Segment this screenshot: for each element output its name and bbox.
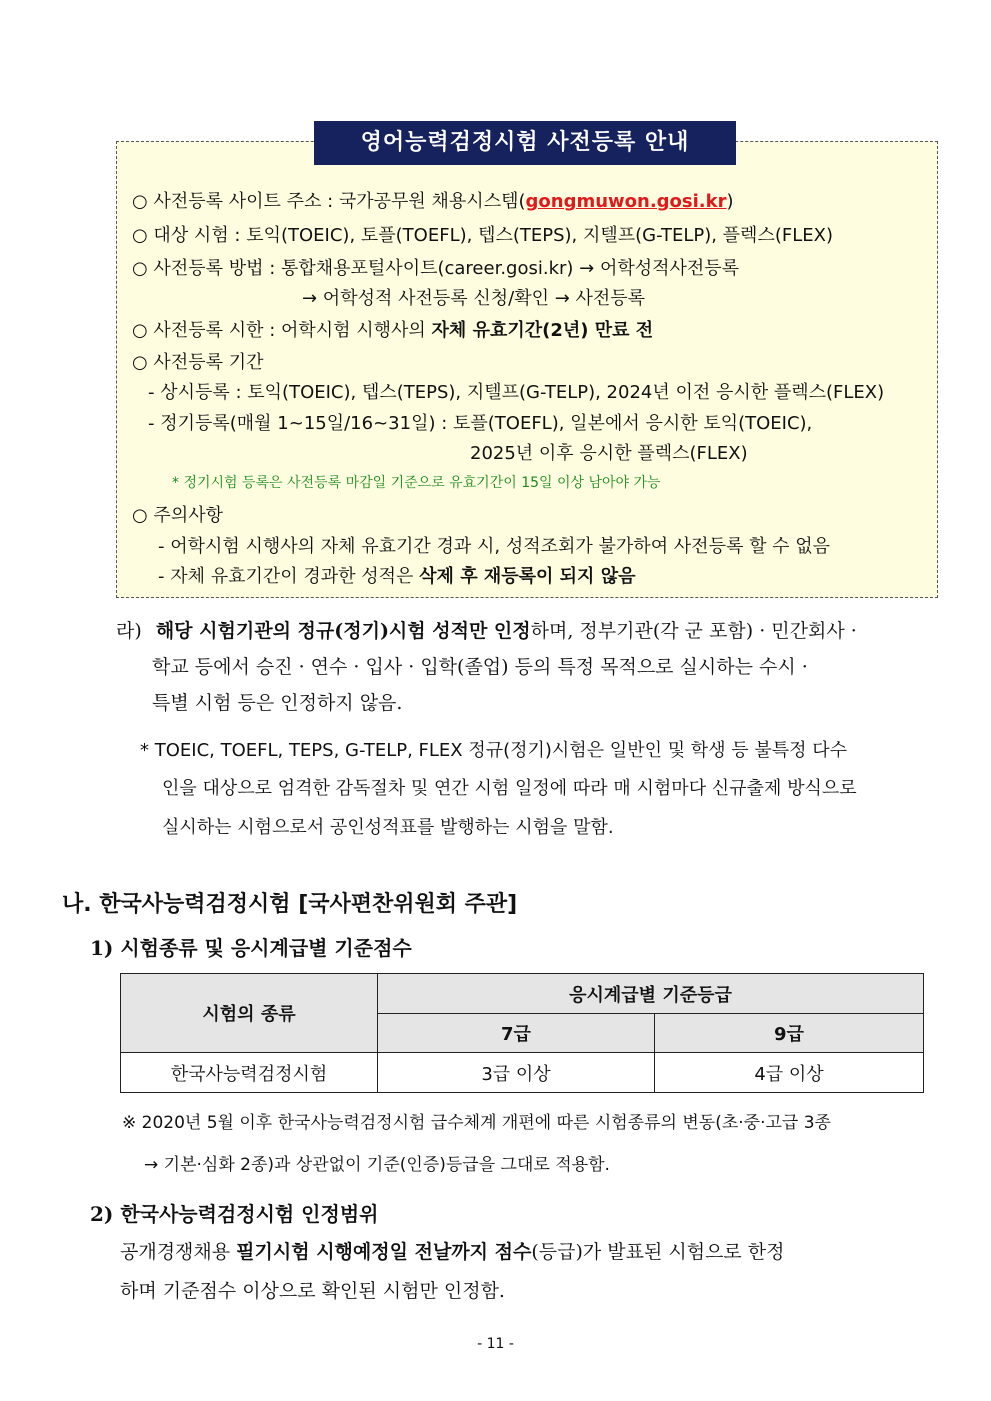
para-ra-line3: 특별 시험 등은 인정하지 않음. — [152, 692, 403, 714]
deadline-bold: 자체 유효기간(2년) 만료 전 — [431, 320, 654, 341]
caution-2-prefix: - 자체 유효기간이 경과한 성적은 — [158, 566, 420, 587]
para-ra-line2: 학교 등에서 승진 · 연수 · 입사 · 입학(졸업) 등의 특정 목적으로 실시하는 수시 · — [152, 656, 808, 678]
footnote-line2: 인을 대상으로 엄격한 감독절차 및 연간 시험 일정에 따라 매 시험마다 신규출제 방식으로 — [162, 778, 857, 799]
page-number: - 11 - — [477, 1336, 514, 1352]
row-exam-cell: 한국사능력검정시험 — [121, 1053, 378, 1093]
para-ra-marker: 라) — [116, 620, 142, 642]
period-fixed-1: - 정기등록(매월 1~15일/16~31일) : 토플(TOEFL), 일본에서 응시한 토익(TOEIC), — [148, 413, 813, 434]
site-url-link[interactable]: gongmuwon.gosi.kr — [525, 191, 727, 212]
method-line-1: ○ 사전등록 방법 : 통합채용포털사이트(career.gosi.kr) → 어학성적사전등록 — [132, 258, 740, 279]
row-9-cell: 4급 이상 — [655, 1053, 924, 1093]
col-7-header: 7급 — [378, 1014, 655, 1053]
row-7-cell: 3급 이상 — [378, 1053, 655, 1093]
para-ra-rest: 하며, 정부기관(각 군 포함) · 민간회사 · — [530, 620, 857, 642]
table-note-line2: → 기본·심화 2종)과 상관없이 기준(인증)등급을 그대로 적용함. — [144, 1155, 610, 1175]
site-line — [132, 187, 734, 213]
subheading-2: 2) 한국사능력검정시험 인정범위 — [90, 1202, 379, 1226]
notice-title: 영어능력검정시험 사전등록 안내 — [314, 121, 736, 165]
col-group-header: 응시계급별 기준등급 — [378, 974, 924, 1014]
grade-table — [120, 973, 924, 1093]
para-ra-bold: 해당 시험기관의 정규(정기)시험 성적만 인정 — [155, 620, 531, 642]
scope-rest: (등급)가 발표된 시험으로 한정 — [531, 1241, 785, 1263]
para-ra-line1 — [116, 616, 857, 643]
deadline-line — [132, 316, 653, 342]
caution-1: - 어학시험 시행사의 자체 유효기간 경과 시, 성적조회가 불가하여 사전등록 할 수 없음 — [158, 536, 831, 557]
caution-2-bold: 삭제 후 재등록이 되지 않음 — [419, 566, 636, 587]
table-note-line1: ※ 2020년 5월 이후 한국사능력검정시험 급수체계 개편에 따른 시험종류의 변동(초·중·고급 3종 — [122, 1113, 831, 1133]
scope-line2: 하며 기준점수 이상으로 확인된 시험만 인정함. — [120, 1280, 505, 1302]
table-row — [121, 1053, 924, 1093]
exams-line: ○ 대상 시험 : 토익(TOEIC), 토플(TOEFL), 텝스(TEPS), 지텔프(G-TELP), 플렉스(FLEX) — [132, 225, 833, 246]
col-9-header: 9급 — [655, 1014, 924, 1053]
section-heading: 나. 한국사능력검정시험 [국사편찬위원회 주관] — [62, 892, 518, 917]
method-line-2: → 어학성적 사전등록 신청/확인 → 사전등록 — [302, 288, 646, 309]
caution-2 — [158, 562, 636, 588]
deadline-prefix: ○ 사전등록 시한 : 어학시험 시행사의 — [132, 320, 432, 341]
caution-title: ○ 주의사항 — [132, 505, 223, 526]
footnote-line1: * TOEIC, TOEFL, TEPS, G-TELP, FLEX 정규(정기)시험은 일반인 및 학생 등 불특정 다수 — [140, 740, 848, 761]
period-regular: - 상시등록 : 토익(TOEIC), 텝스(TEPS), 지텔프(G-TELP), 2024년 이전 응시한 플렉스(FLEX) — [148, 382, 885, 403]
subheading-1: 1) 시험종류 및 응시계급별 기준점수 — [90, 936, 412, 960]
period-fixed-2: 2025년 이후 응시한 플렉스(FLEX) — [470, 443, 748, 464]
site-label: ○ 사전등록 사이트 주소 : 국가공무원 채용시스템( — [132, 191, 526, 212]
footnote-line3: 실시하는 시험으로서 공인성적표를 발행하는 시험을 말함. — [162, 817, 614, 838]
scope-line1 — [120, 1237, 785, 1264]
period-title: ○ 사전등록 기간 — [132, 352, 264, 373]
col-exam-header: 시험의 종류 — [121, 974, 378, 1053]
period-note: * 정기시험 등록은 사전등록 마감일 기준으로 유효기간이 15일 이상 남아야 가능 — [172, 475, 661, 491]
site-close: ) — [726, 191, 734, 212]
scope-bold: 필기시험 시행예정일 전날까지 점수 — [236, 1241, 532, 1263]
scope-prefix: 공개경쟁채용 — [120, 1241, 237, 1263]
